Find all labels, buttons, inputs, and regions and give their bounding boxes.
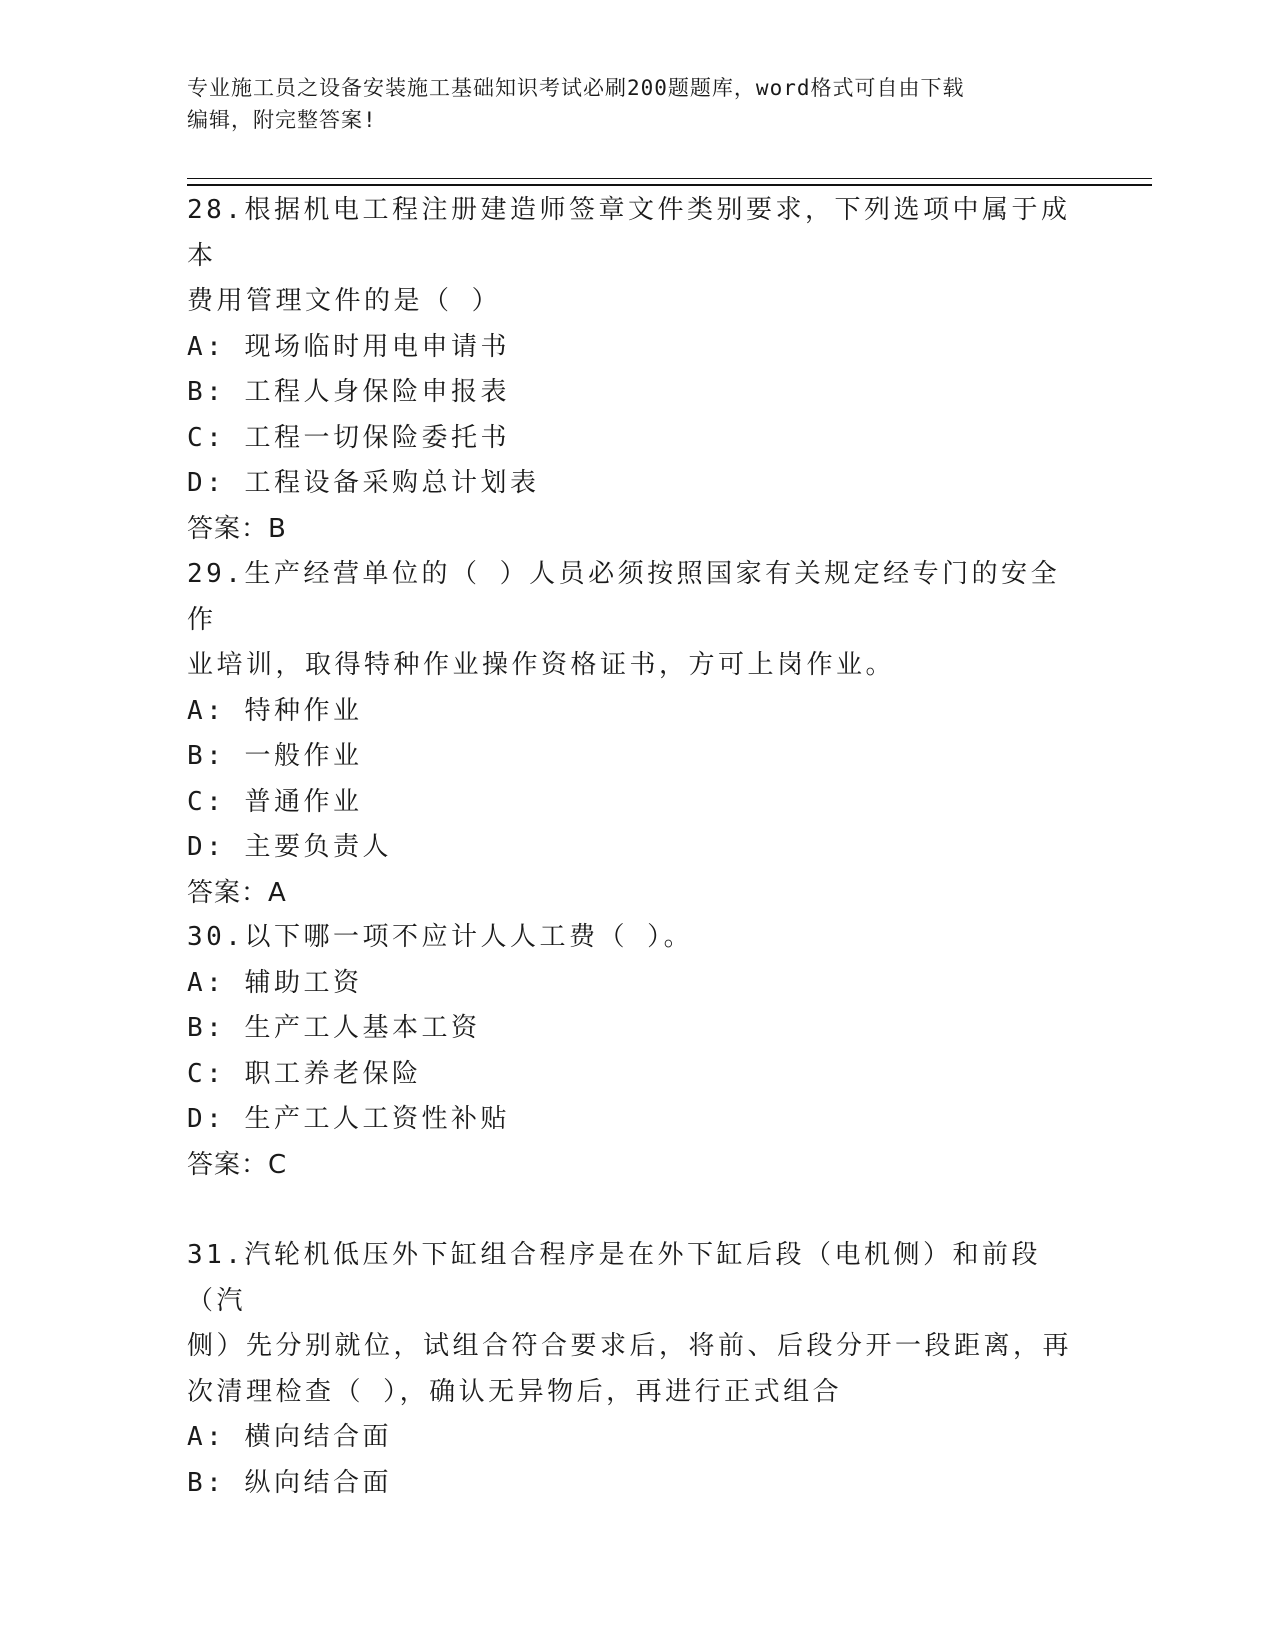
- option-a: A: 特种作业: [187, 695, 363, 726]
- question-stem-line: 30.以下哪一项不应计人人工费（ ）。: [187, 922, 694, 952]
- option-b: B: 工程人身保险申报表: [187, 377, 510, 407]
- option-b: B: 纵向结合面: [187, 1467, 392, 1498]
- option-d: D: 主要负责人: [187, 832, 392, 862]
- header-line-2: 编辑，附完整答案!: [187, 108, 377, 132]
- option-c: C: 职工养老保险: [187, 1058, 422, 1089]
- option-d: D: 工程设备采购总计划表: [187, 468, 540, 498]
- answer-line: 答案：B: [187, 513, 287, 544]
- question-28: [187, 188, 1087, 552]
- option-a: A: 现场临时用电申请书: [187, 331, 510, 362]
- document-header: [187, 72, 1087, 136]
- question-29: [187, 552, 1087, 916]
- question-stem-line: 侧）先分别就位，试组合符合要求后，将前、后段分开一段距离，再: [187, 1331, 1073, 1361]
- header-divider-thin: [187, 178, 1152, 179]
- question-stem-line: 28.根据机电工程注册建造师签章文件类别要求，下列选项中属于成本: [187, 195, 1071, 271]
- option-b: B: 一般作业: [187, 741, 363, 771]
- question-stem-line: 31.汽轮机低压外下缸组合程序是在外下缸后段（电机侧）和前段（汽: [187, 1240, 1041, 1316]
- question-30: [187, 915, 1087, 1188]
- answer-line: 答案：A: [187, 877, 287, 908]
- option-a: A: 横向结合面: [187, 1422, 392, 1452]
- option-c: C: 普通作业: [187, 786, 363, 817]
- option-b: B: 生产工人基本工资: [187, 1013, 481, 1043]
- answer-line: 答案：C: [187, 1149, 288, 1180]
- question-stem-line: 次清理检查（ ），确认无异物后，再进行正式组合: [187, 1376, 843, 1407]
- option-c: C: 工程一切保险委托书: [187, 422, 510, 453]
- question-stem-line: 29.生产经营单位的（ ）人员必须按照国家有关规定经专门的安全作: [187, 559, 1061, 635]
- question-31: [187, 1233, 1087, 1506]
- question-stem-line: 业培训，取得特种作业操作资格证书，方可上岗作业。: [187, 650, 896, 680]
- option-d: D: 生产工人工资性补贴: [187, 1104, 510, 1134]
- question-stem-line: 费用管理文件的是（ ）: [187, 286, 502, 316]
- header-divider-thick: [187, 184, 1152, 186]
- option-a: A: 辅助工资: [187, 967, 363, 998]
- header-line-1: 专业施工员之设备安装施工基础知识考试必刷200题题库，word格式可自由下载: [187, 76, 965, 100]
